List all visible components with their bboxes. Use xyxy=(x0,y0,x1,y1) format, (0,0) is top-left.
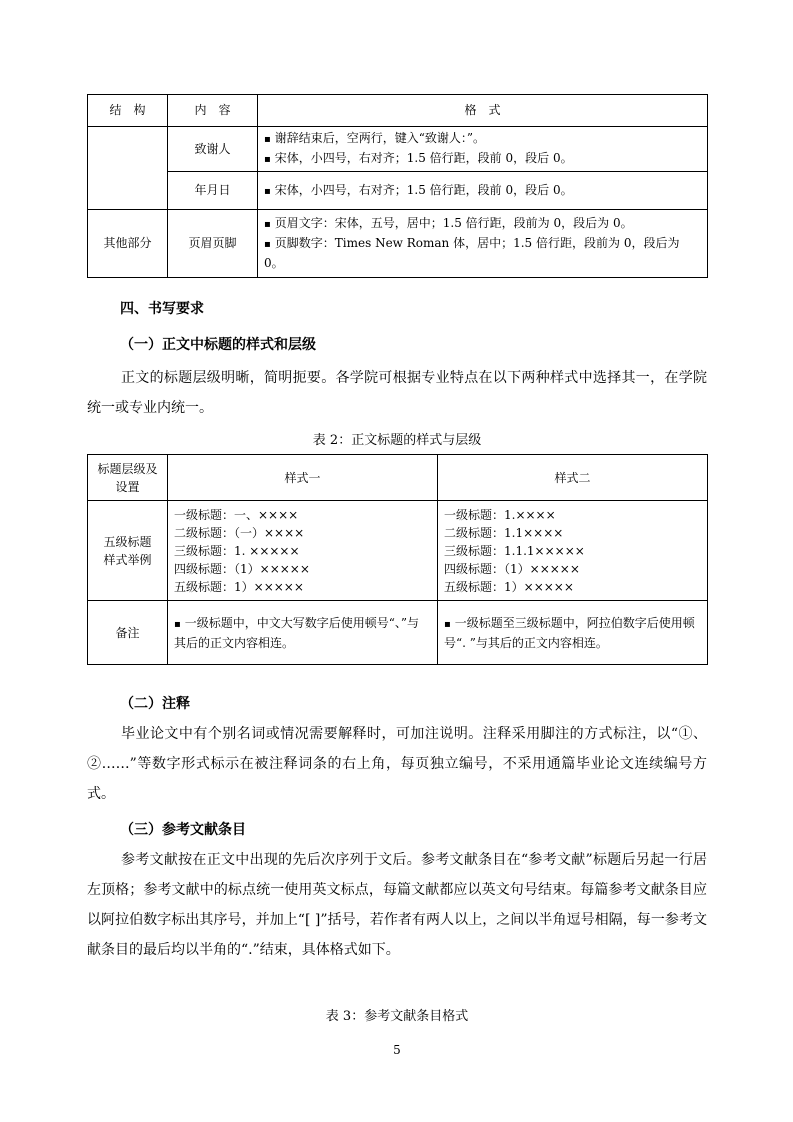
table-caption: 表 2：正文标题的样式与层级 xyxy=(312,433,482,448)
list-item: 五级标题：1）××××× xyxy=(174,579,304,594)
paragraph: 毕业论文中有个别名词或情况需要解释时，可加注说明。注释采用脚注的方式标注，以“①、②……”等数字形式标示在被注释词条的右上角，每页独立编号，不采用通篇毕业论文连续编号方式。 xyxy=(87,726,707,802)
table-header-format: 格 式 xyxy=(258,95,708,127)
paragraph: 正文的标题层级明晰，简明扼要。各学院可根据专业特点在以下两种样式中选择其一，在学院统一或专业内统一。 xyxy=(87,370,707,416)
format-table xyxy=(87,94,708,278)
list-item: ▪ 页脚数字：Times New Roman 体，居中；1.5 倍行距，段前为 0，段后为 0。 xyxy=(264,236,680,270)
list-item: 一级标题：1.×××× xyxy=(444,507,556,522)
paragraph: 参考文献按在正文中出现的先后次序列于文后。参考文献条目在“参考文献”标题后另起一行居左顶格；参考文献中的标点统一使用英文标点，每篇文献都应以英文句号结束。每篇参考文献条目应以阿拉伯数字标出其序号，并加上“[ ]”括号，若作者有两人以上，之间以半角逗号相隔，每一参考文献条目的最后均以半角的“.”结束，具体格式如下。 xyxy=(87,852,707,958)
list-item: ▪ 页眉文字：宋体，五号，居中；1.5 倍行距，段前为 0，段后为 0。 xyxy=(264,216,633,230)
list-item: 三级标题：1.1.1××××× xyxy=(444,543,585,558)
list-item: 五级标题：1）××××× xyxy=(444,579,574,594)
table-cell-format xyxy=(258,172,708,210)
list-item: 二级标题：（一）×××× xyxy=(174,525,305,540)
table-cell-structure: 其他部分 xyxy=(88,210,168,278)
table-cell-content: 致谢人 xyxy=(168,127,258,172)
table-header-level: 标题层级及设置 xyxy=(88,455,168,501)
subsection-title: （一）正文中标题的样式和层级 xyxy=(120,337,316,353)
table-cell-label: 备注 xyxy=(88,601,168,665)
heading-style-table xyxy=(87,454,708,665)
style2-examples xyxy=(438,501,708,601)
list-item: ▪ 宋体，小四号，右对齐；1.5 倍行距，段前 0，段后 0。 xyxy=(264,151,573,165)
table-header-structure: 结 构 xyxy=(88,95,168,127)
table-cell-content: 页眉页脚 xyxy=(168,210,258,278)
table-header-content: 内 容 xyxy=(168,95,258,127)
list-item: 三级标题：1. ××××× xyxy=(174,543,300,558)
section-title: 四、书写要求 xyxy=(120,301,204,317)
list-item: 四级标题：（1）××××× xyxy=(444,561,580,576)
table-cell-note: ▪ 一级标题中，中文大写数字后使用顿号“、”与其后的正文内容相连。 xyxy=(168,601,438,665)
list-item: ▪ 谢辞结束后，空两行，键入“致谢人：”。 xyxy=(264,131,486,145)
list-item: 二级标题：1.1×××× xyxy=(444,525,564,540)
subsection-title: （三）参考文献条目 xyxy=(120,822,246,838)
table-cell-content: 年月日 xyxy=(168,172,258,210)
table-cell-note: ▪ 一级标题至三级标题中，阿拉伯数字后使用顿号“. ”与其后的正文内容相连。 xyxy=(438,601,708,665)
style1-examples xyxy=(168,501,438,601)
table-cell-format xyxy=(258,127,708,172)
table-cell-label: 五级标题样式举例 xyxy=(88,501,168,601)
list-item: 四级标题：（1）××××× xyxy=(174,561,310,576)
table-header-style1: 样式一 xyxy=(168,455,438,501)
table-caption: 表 3：参考文献条目格式 xyxy=(325,1009,469,1024)
table-header-style2: 样式二 xyxy=(438,455,708,501)
page-number: 5 xyxy=(393,1043,401,1057)
table-cell-empty xyxy=(88,127,168,210)
subsection-title: （二）注释 xyxy=(120,696,190,712)
list-item: ▪ 宋体，小四号，右对齐；1.5 倍行距，段前 0，段后 0。 xyxy=(264,182,573,197)
list-item: 一级标题：一、×××× xyxy=(174,507,299,522)
table-cell-format xyxy=(258,210,708,278)
